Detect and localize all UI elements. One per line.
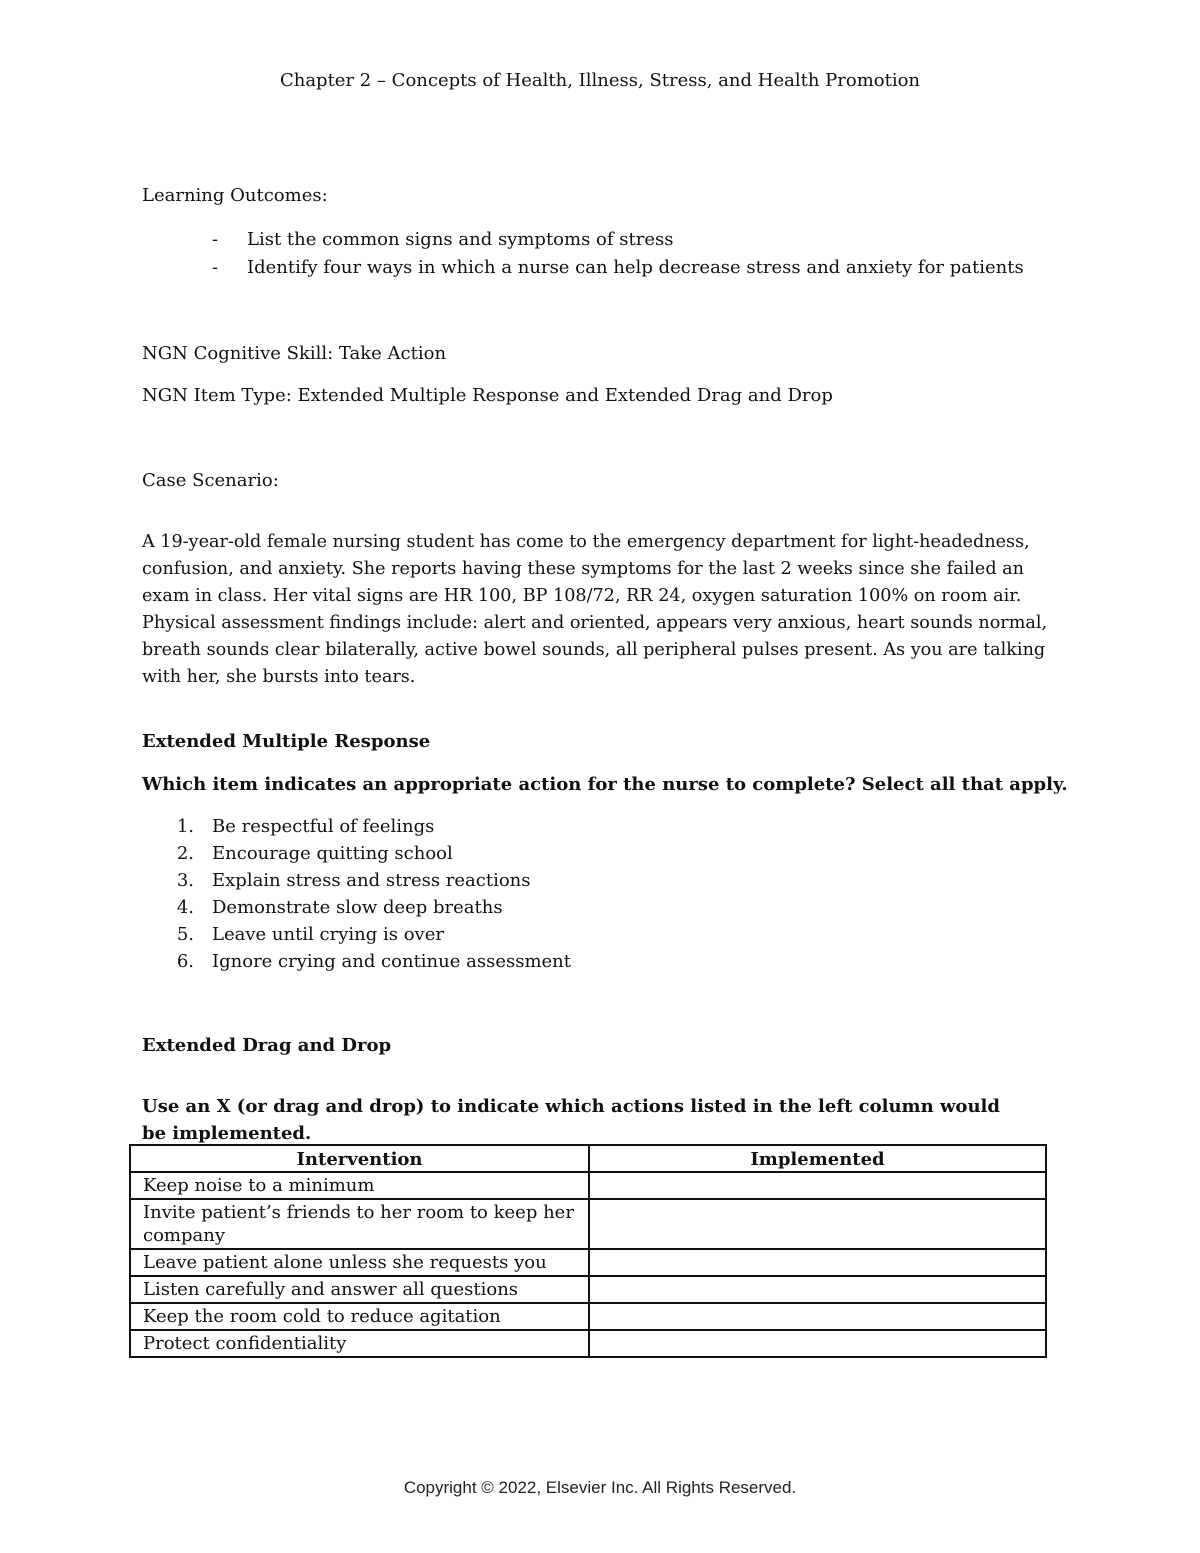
implemented-cell[interactable] [589,1276,1046,1303]
drag-drop-table [129,1144,1047,1358]
learning-outcome-item: Identify four ways in which a nurse can help decrease stress and anxiety for patients [247,257,1024,278]
table-row [130,1276,1046,1303]
intervention-cell[interactable]: Protect confidentiality [130,1330,589,1357]
table-row [130,1199,1046,1249]
option-item[interactable]: Ignore crying and continue assessment [212,951,571,972]
intervention-cell[interactable]: Listen carefully and answer all questions [130,1276,589,1303]
option-number: 6. [176,951,194,972]
multiple-response-heading: Extended Multiple Response [142,731,431,752]
option-number: 5. [176,924,194,945]
intervention-cell[interactable]: Invite patient’s friends to her room to keep her company [130,1199,589,1249]
option-item[interactable]: Encourage quitting school [212,843,453,864]
bullet-marker: - [212,229,219,250]
implemented-cell[interactable] [589,1199,1046,1249]
option-number: 4. [176,897,194,918]
ngn-item-type: NGN Item Type: Extended Multiple Response and Extended Drag and Drop [142,385,833,406]
drag-drop-instruction: Use an X (or drag and drop) to indicate which actions listed in the left column would be implemented. [142,1096,1000,1144]
ngn-cognitive-skill: NGN Cognitive Skill: Take Action [142,343,447,364]
learning-outcomes-heading: Learning Outcomes: [142,185,328,206]
table-header-row [130,1145,1046,1172]
case-scenario-text: A 19-year-old female nursing student has come to the emergency department for light-headedness, confusion, and anxiety. She reports having these symptoms for the last 2 weeks since she failed an exam in class. Her vital signs are HR 100, BP 108/72, RR 24, oxygen saturation 100% on room air. Physical assessment findings include: alert and oriented, appears very anxious, heart sounds normal, breath sounds clear bilaterally, active bowel sounds, all peripheral pulses present. As you are talking with her, she bursts into tears. [142,531,1048,687]
learning-outcome-item: List the common signs and symptoms of stress [247,229,674,250]
option-number: 2. [176,843,194,864]
option-item[interactable]: Leave until crying is over [212,924,444,945]
implemented-cell[interactable] [589,1330,1046,1357]
option-number: 1. [176,816,194,837]
column-header-intervention: Intervention [130,1145,589,1172]
intervention-cell[interactable]: Keep noise to a minimum [130,1172,589,1199]
intervention-cell[interactable]: Keep the room cold to reduce agitation [130,1303,589,1330]
drag-drop-heading: Extended Drag and Drop [142,1035,392,1056]
table-row [130,1249,1046,1276]
implemented-cell[interactable] [589,1172,1046,1199]
bullet-marker: - [212,257,219,278]
intervention-cell[interactable]: Leave patient alone unless she requests you [130,1249,589,1276]
implemented-cell[interactable] [589,1303,1046,1330]
table-row [130,1330,1046,1357]
option-item[interactable]: Be respectful of feelings [212,816,435,837]
page-title: Chapter 2 – Concepts of Health, Illness, Stress, and Health Promotion [279,70,921,91]
case-scenario-heading: Case Scenario: [142,470,279,491]
table-row [130,1303,1046,1330]
multiple-response-question: Which item indicates an appropriate action for the nurse to complete? Select all that apply. [142,774,1068,795]
option-item[interactable]: Demonstrate slow deep breaths [212,897,503,918]
option-item[interactable]: Explain stress and stress reactions [212,870,531,891]
table-row [130,1172,1046,1199]
option-number: 3. [176,870,194,891]
column-header-implemented: Implemented [589,1145,1046,1172]
copyright-footer: Copyright © 2022, Elsevier Inc. All Rights Reserved. [403,1478,797,1497]
implemented-cell[interactable] [589,1249,1046,1276]
